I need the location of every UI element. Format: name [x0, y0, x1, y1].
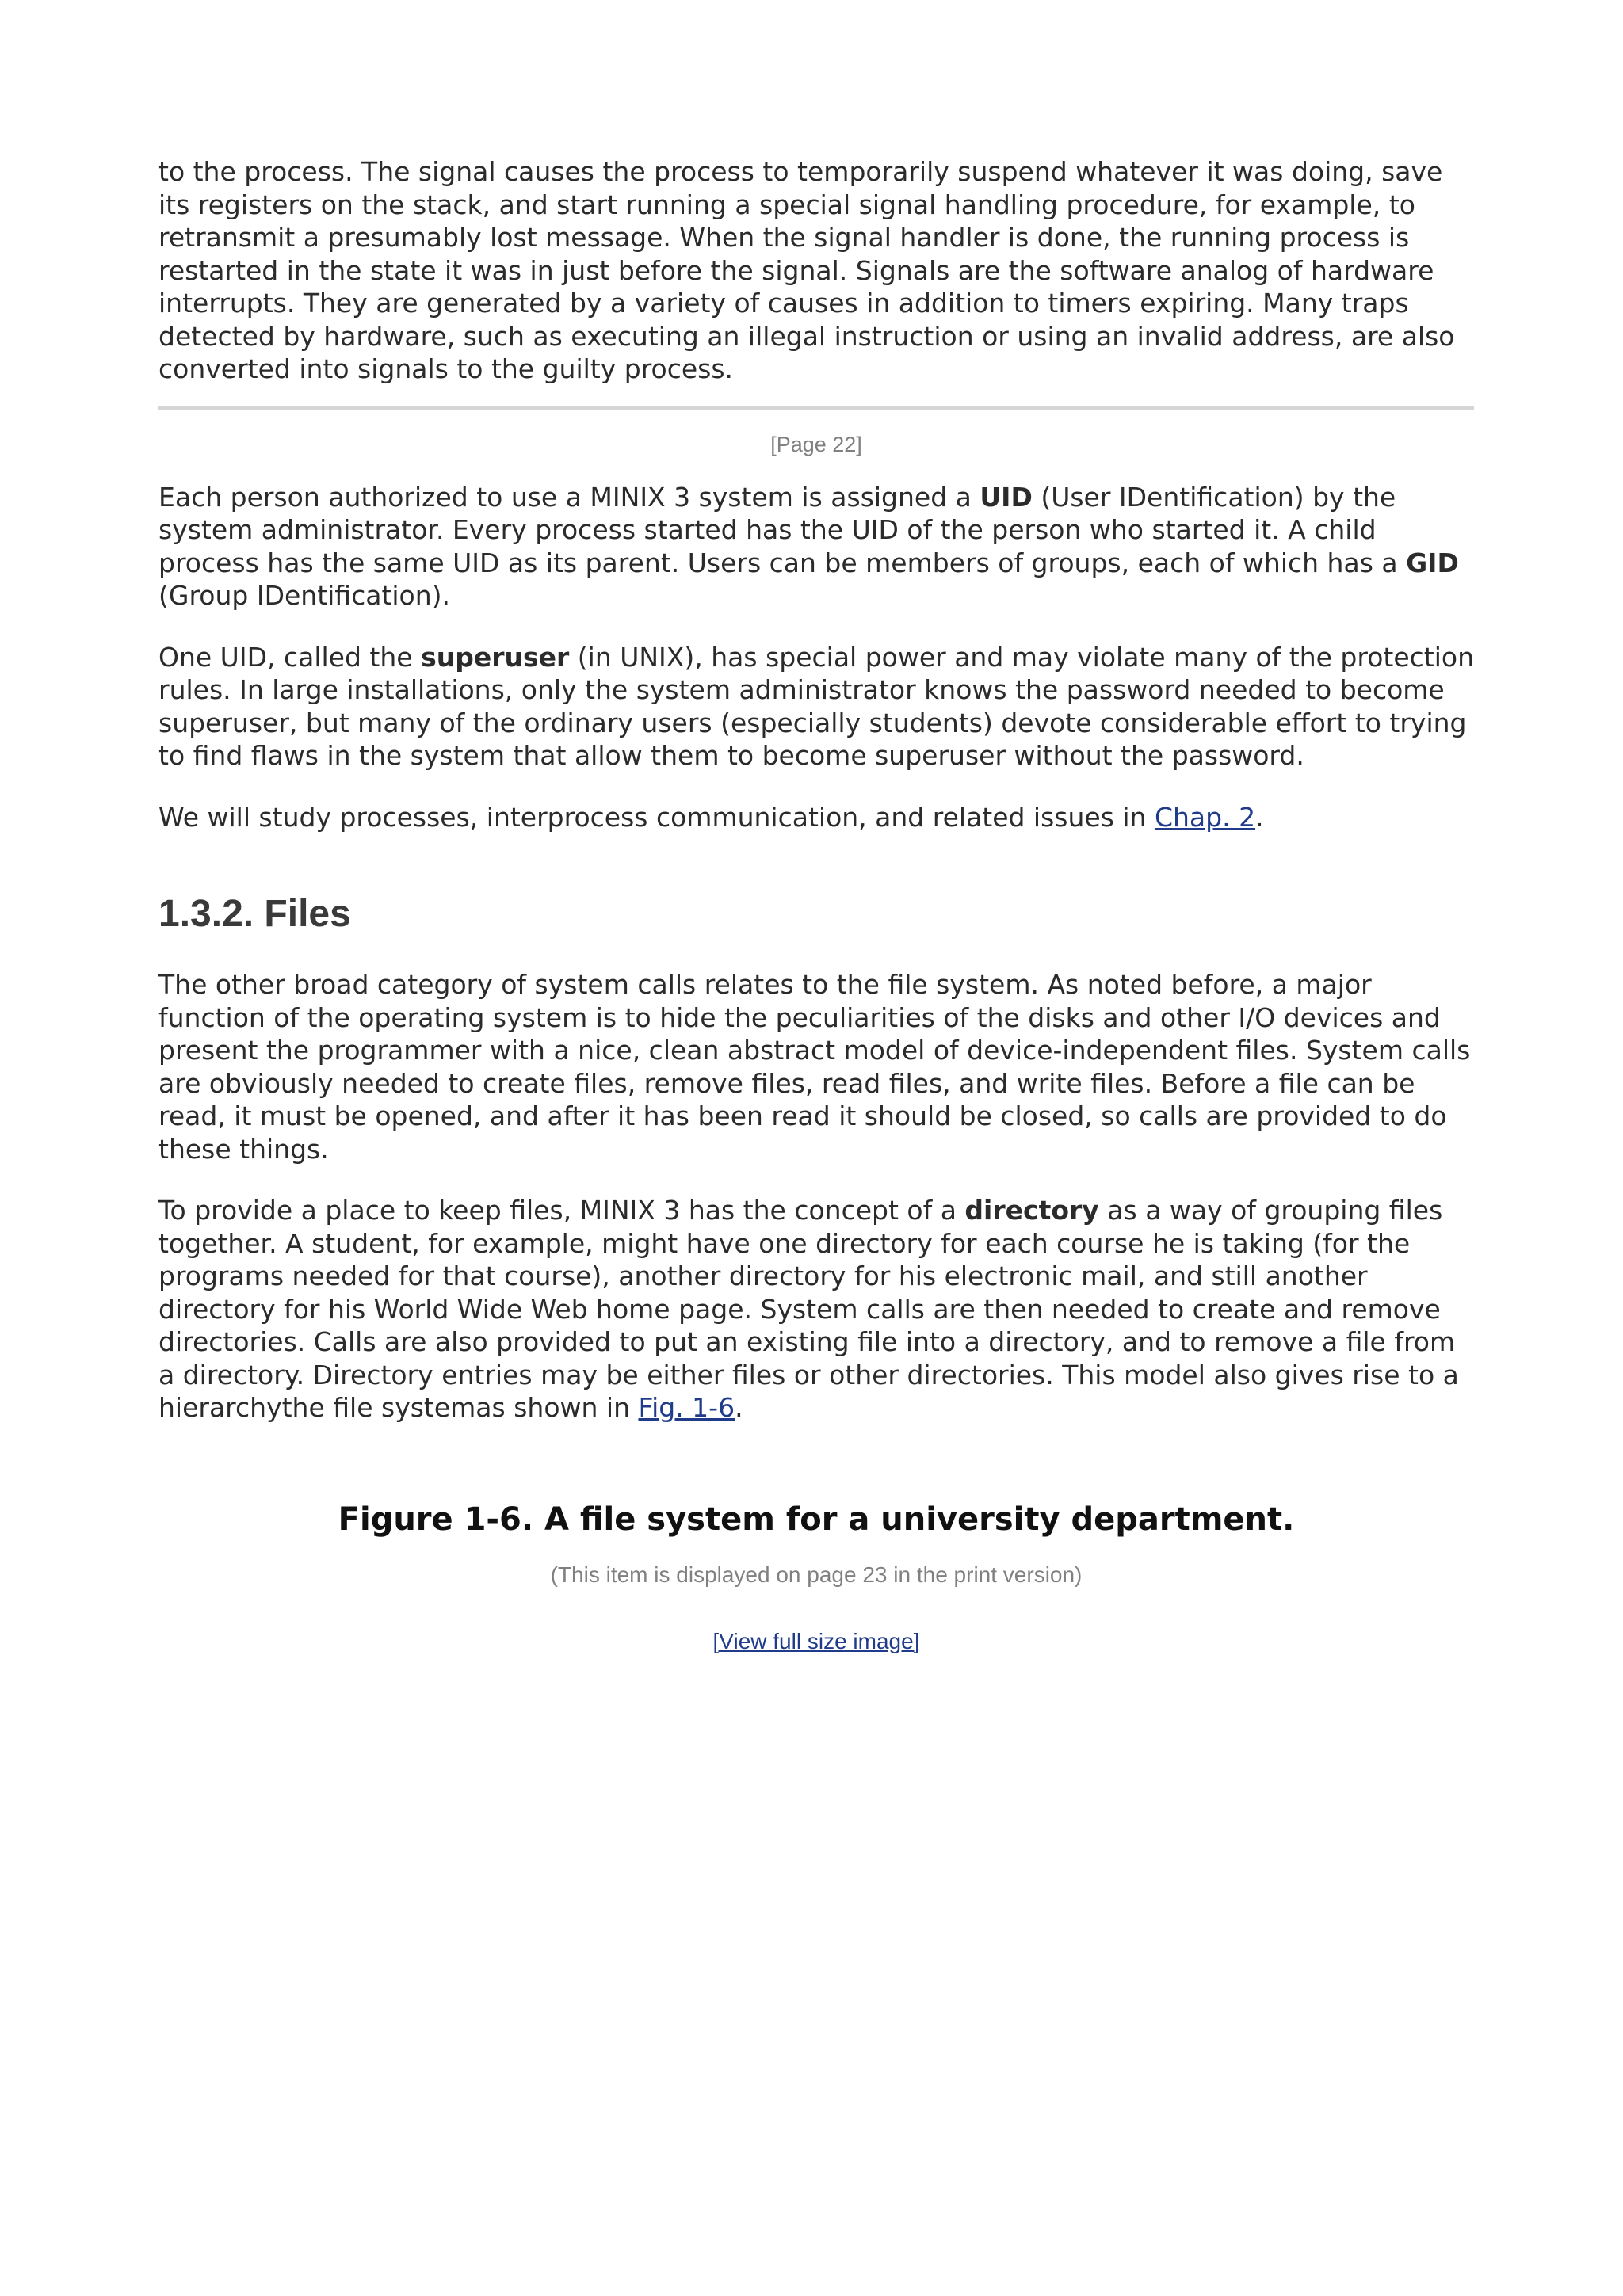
paragraph-superuser — [158, 641, 1474, 772]
superuser-text-1: One UID, called the — [158, 641, 422, 673]
figure-print-note: (This item is displayed on page 23 in the print version) — [550, 1562, 1083, 1587]
gid-term: GID — [1406, 547, 1459, 578]
chap-2-link[interactable]: Chap. 2 — [1154, 801, 1256, 833]
study-text-2: . — [1255, 801, 1264, 833]
figure-link-container — [158, 1629, 1474, 1654]
paragraph-study — [158, 801, 1474, 834]
paragraph-signals: to the process. The signal causes the process to temporarily suspend whatever it was doing, save its registers on the stack, and start running a special signal handling procedure, for example, to retransmit a presumably lost message. When the signal handler is done, the running process is restarted in the state it was in just before the signal. Signals are the software analog of hardware interrupts. They are generated by a variety of causes in addition to timers expiring. Many traps detected by hardware, such as executing an illegal instruction or using an invalid address, are also converted into signals to the guilty process. — [158, 156, 1455, 384]
study-text-1: We will study processes, interprocess communication, and related issues in — [158, 801, 1155, 833]
directory-term: directory — [964, 1195, 1099, 1226]
paragraph-directory — [158, 1194, 1474, 1425]
directory-text-1: To provide a place to keep files, MINIX 3 has the concept of a — [158, 1195, 965, 1226]
page-break-divider — [158, 406, 1474, 410]
paragraph-uid — [158, 481, 1474, 612]
directory-text-3: . — [735, 1392, 743, 1423]
document-page — [158, 155, 1474, 1654]
superuser-term: superuser — [421, 641, 570, 673]
section-heading-files: 1.3.2. Files — [158, 893, 351, 935]
uid-text-3: (Group IDentification). — [158, 580, 451, 611]
uid-text-2: (User IDentification) by the system administrator. Every process started has the UID of the person who started it. A child process has the same UID as its parent. Users can be members of groups, each of which has a — [158, 481, 1407, 578]
uid-term: UID — [980, 481, 1033, 513]
figure-title: Figure 1-6. A file system for a university department. — [338, 1501, 1295, 1538]
directory-text-2: as a way of grouping files together. A student, for example, might have one directory for each course he is taking (for the programs needed for that course), another directory for his electronic mail, and still another directory for his World Wide Web home page. System calls are then needed to create and remove directories. Calls are also provided to put an existing file into a directory, and to remove a file from a directory. Directory entries may be either files or other directories. This model also gives rise to a hierarchythe file systemas shown in — [158, 1195, 1459, 1423]
fig-1-6-link[interactable]: Fig. 1-6 — [638, 1392, 735, 1423]
view-full-size-image-link[interactable]: [View full size image] — [712, 1628, 920, 1653]
superuser-text-2: (in UNIX), has special power and may violate many of the protection rules. In large installations, only the system administrator knows the password needed to become superuser, but many of the ordinary users (especially students) devote considerable effort to trying to find flaws in the system that allow them to become superuser without the password. — [158, 641, 1474, 771]
uid-text-1: Each person authorized to use a MINIX 3 system is assigned a — [158, 481, 980, 513]
page-marker: [Page 22] — [770, 432, 862, 456]
paragraph-files: The other broad category of system calls relates to the file system. As noted before, a major function of the operating system is to hide the peculiarities of the disks and other I/O devices and present the programmer with a nice, clean abstract model of device-independent files. System calls are obviously needed to create files, remove files, read files, and write files. Before a file can be read, it must be opened, and after it has been read it should be closed, so calls are provided to do these things. — [158, 969, 1471, 1165]
